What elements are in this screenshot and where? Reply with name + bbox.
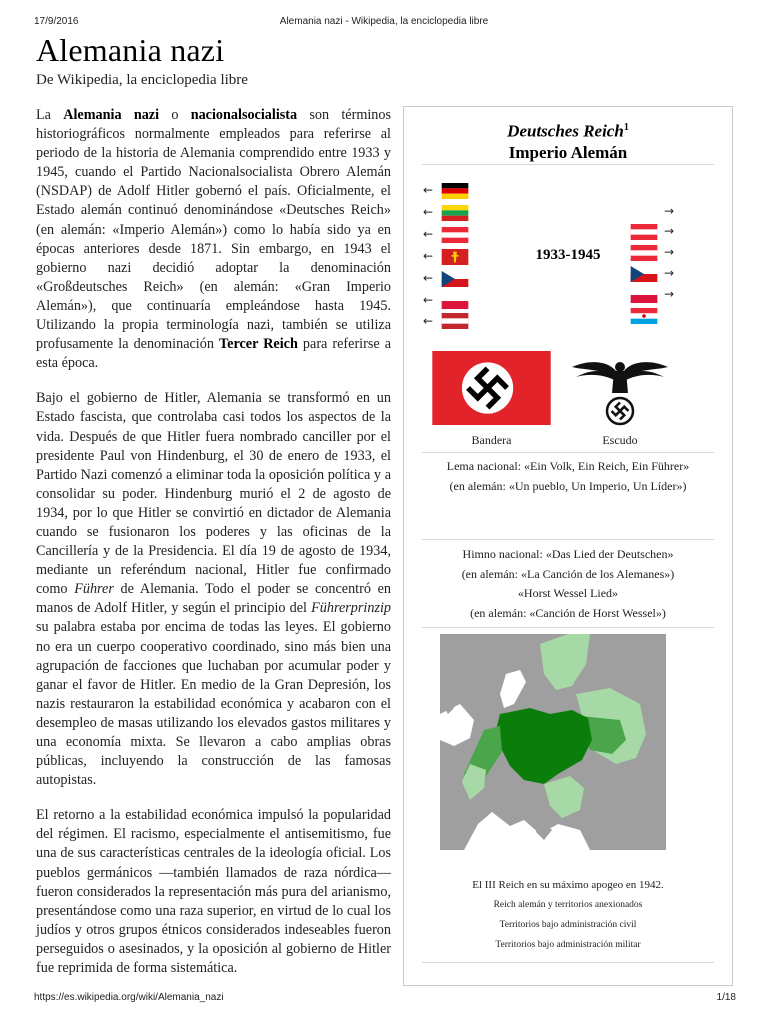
arrow-right-icon: → bbox=[664, 287, 675, 301]
flag-poland-icon[interactable] bbox=[440, 293, 470, 309]
motto bbox=[422, 457, 714, 496]
divider bbox=[422, 962, 714, 963]
map-caption: El III Reich en su máximo apogeo en 1942. bbox=[472, 879, 664, 891]
divider bbox=[422, 627, 714, 628]
arrow-left-icon: ← bbox=[423, 227, 434, 241]
arrow-left-icon: ← bbox=[423, 183, 434, 197]
anthem-translation: (en alemán: «La Canción de los Alemanes») bbox=[461, 566, 675, 581]
flag-czechoslovakia-successor-icon[interactable] bbox=[629, 266, 659, 282]
print-header bbox=[0, 16, 768, 32]
divider bbox=[422, 164, 714, 165]
print-footer bbox=[0, 992, 768, 1008]
arrow-right-icon: → bbox=[664, 224, 675, 238]
arrow-right-icon: → bbox=[664, 245, 675, 259]
flag-luxembourg-icon[interactable] bbox=[629, 308, 659, 324]
flag-austria-icon[interactable] bbox=[440, 227, 470, 243]
anthem-translation-2: (en alemán: «Canción de Horst Wessel») bbox=[470, 605, 666, 620]
footnote-ref[interactable]: 1 bbox=[623, 122, 629, 133]
text-run: son términos historiográficos normalmente empleados para referirse al periodo de la historia de Alemania comprendido entre 1933 y 1945, cuando el Partido Nacionalsocialista Obrero Alemán (NSDAP) de Adolf Hitler gobernó el país. Oficialmente, el Estado alemán continuó denominándose «Deutsches Reich» (en alemán: «Imperio Alemán») como lo había sido ya en épocas anteriores desde 1871. Sin embargo, en 1943 el gobierno nazi decidió adoptar la denominación «Großdeutsches Reich» (en alemán: «Gran Imperio Alemán»), que continuaría empleándose hasta 1945. Utilizando la propia terminología nazi, también se utiliza profusamente la denominación bbox=[36, 107, 392, 353]
arrow-left-icon: ← bbox=[423, 205, 434, 219]
flag-austria-successor-icon[interactable] bbox=[629, 224, 659, 240]
arrow-left-icon: ← bbox=[423, 293, 434, 307]
flag-caption: Bandera bbox=[471, 433, 512, 447]
coat-caption: Escudo bbox=[602, 433, 638, 447]
paragraph-government bbox=[36, 389, 391, 790]
anthem-text-2[interactable]: «Horst Wessel Lied» bbox=[517, 586, 619, 600]
infobox-title bbox=[404, 117, 732, 163]
bold-term: Tercer Reich bbox=[219, 336, 298, 353]
flag-poland-successor-icon[interactable] bbox=[629, 287, 659, 303]
map-legend-civil: Territorios bajo administración civil bbox=[499, 920, 637, 930]
flag-memel-icon[interactable] bbox=[440, 205, 470, 221]
arrow-right-icon: → bbox=[664, 266, 675, 280]
arrow-left-icon: ← bbox=[423, 271, 434, 285]
infobox-name-de: Deutsches Reich bbox=[507, 121, 624, 141]
page-title: Alemania nazi bbox=[36, 32, 225, 68]
anthem-text[interactable]: Himno nacional: «Das Lied der Deutschen» bbox=[462, 547, 674, 561]
flag-weimar-icon[interactable] bbox=[440, 183, 470, 199]
motto-text: Lema nacional: «Ein Volk, Ein Reich, Ein Führer» bbox=[446, 459, 690, 473]
motto-translation: (en alemán: «Un pueblo, Un Imperio, Un Líder») bbox=[449, 478, 687, 493]
map-legend-reich: Reich alemán y territorios anexionados bbox=[493, 900, 643, 910]
map-legend-military: Territorios bajo administración militar bbox=[495, 940, 641, 950]
arrow-left-icon: ← bbox=[423, 249, 434, 263]
infobox bbox=[403, 106, 733, 986]
flag-allied-austria-icon[interactable] bbox=[629, 245, 659, 261]
italic-term: Führerprinzip bbox=[311, 600, 391, 617]
flag-czechoslovakia-icon[interactable] bbox=[440, 271, 470, 287]
print-page-number: 1/18 bbox=[716, 992, 736, 1003]
italic-term: Führer bbox=[74, 581, 114, 598]
bold-term: Alemania nazi bbox=[63, 107, 160, 123]
page-subtitle: De Wikipedia, la enciclopedia libre bbox=[36, 72, 248, 88]
paragraph-intro bbox=[36, 106, 391, 373]
print-title: Alemania nazi - Wikipedia, la enciclopedia libre bbox=[279, 16, 489, 27]
divider bbox=[422, 452, 714, 453]
europe-map[interactable] bbox=[440, 634, 666, 850]
national-flag-icon[interactable] bbox=[432, 351, 551, 425]
text-run: La bbox=[36, 107, 64, 123]
arrow-left-icon: ← bbox=[423, 314, 434, 328]
text-run: de Alemania. Todo el poder se concentró en manos de Adolf Hitler, y según el principio del bbox=[36, 581, 391, 617]
flag-lithuania-region-icon[interactable] bbox=[440, 313, 470, 329]
paragraph-ideology: El retorno a la estabilidad económica impulsó la popularidad del régimen. El racismo, especialmente el antisemitismo, fue una de sus características centrales de la ideología oficial. Los pueblos germánicos —también llamados de raza nórdica— fueron considerados la representación más pura del arianismo, presentándose como una raza superior, en virtud de lo cual los judíos y otros grupos étnicos considerados indeseables fueron perseguidos o asesinados, y la oposición al gobierno de Hitler fue reprimida de forma sistemática. bbox=[36, 807, 391, 977]
arrow-right-icon: → bbox=[664, 204, 675, 218]
anthem bbox=[422, 545, 714, 623]
text-run: su palabra estaba por encima de todas las leyes. El gobierno no era un cuerpo cooperativo coordinado, sino más bien una agrupación de facciones que luchaban por acumular poder y ganar el favor de Hitler. En medio de la Gran Depresión, los nazis restauraron la estabilidad económica y acabaron con el desempleo de masas utilizando los elevados gastos militares y una economía mixta. Se llevaron a cabo amplias obras públicas, incluyendo la construcción de las famosas autopistas. bbox=[36, 619, 391, 789]
print-url[interactable]: https://es.wikipedia.org/wiki/Alemania_nazi bbox=[34, 992, 224, 1003]
article-body bbox=[36, 106, 391, 994]
print-date: 17/9/2016 bbox=[34, 16, 79, 27]
text-run: Bajo el gobierno de Hitler, Alemania se transformó en un Estado fascista, que controlaba casi todos los aspectos de la vida. Después de que Hitler fuera nombrado canciller por el presidente Paul von Hindenburg, el 30 de enero de 1933, el Partido Nazi comenzó a eliminar toda la oposición política y a consolidar su poder. Hindenburg murió el 2 de agosto de 1934, por lo que Hitler se convirtió en dictador de Alemania cuando se fusionaron los poderes y las oficinas de la Cancillería y de la Presidencia. El día 19 de agosto de 1934, mediante un referéndum nacional, Hitler fue confirmado como bbox=[36, 390, 391, 598]
divider bbox=[422, 539, 714, 540]
text-run: o bbox=[159, 107, 191, 123]
bold-term: nacionalsocialista bbox=[190, 107, 298, 123]
eagle-coat-of-arms-icon[interactable] bbox=[570, 353, 670, 427]
infobox-name-es: Imperio Alemán bbox=[508, 142, 628, 162]
infobox-years: 1933-1945 bbox=[535, 247, 601, 263]
text-run: para referirse a esta época. bbox=[36, 336, 392, 372]
